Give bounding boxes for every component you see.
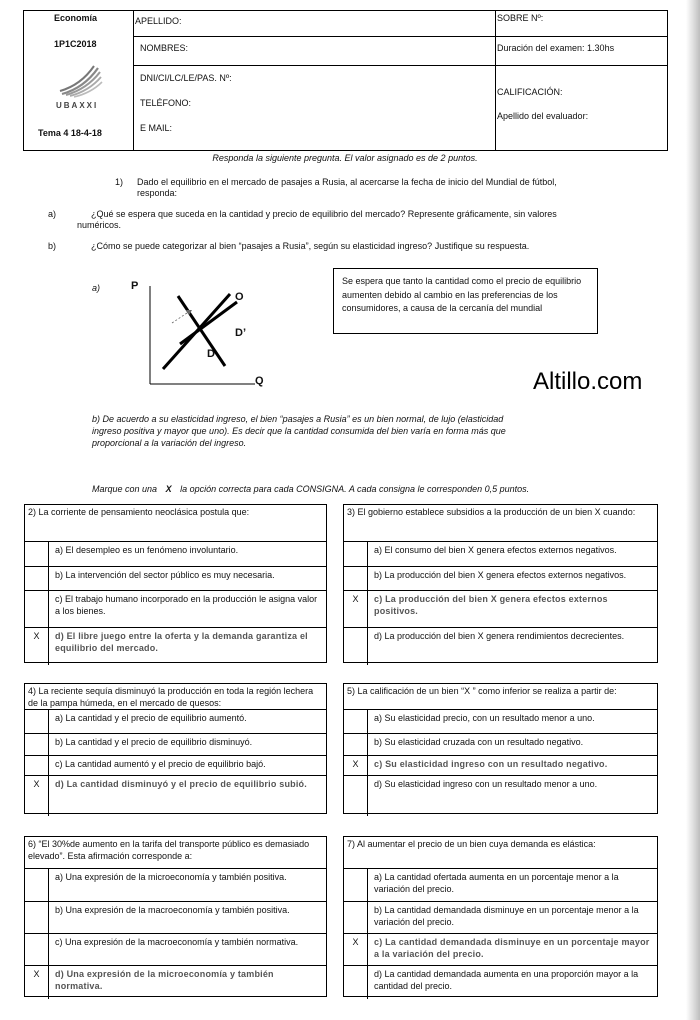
- option-mark-cell[interactable]: [344, 776, 368, 816]
- header-divider: [133, 11, 134, 150]
- option-mark-cell[interactable]: X: [344, 756, 368, 776]
- option-text: d) La cantidad disminuyó y el precio de equilibrio subió.: [55, 779, 307, 789]
- question-title: 7) Al aumentar el precio de un bien cuya demanda es elástica:: [347, 839, 596, 849]
- option-mark-cell[interactable]: X: [25, 966, 49, 999]
- sobre-field[interactable]: SOBRE Nº:: [497, 13, 544, 23]
- evaluador-field[interactable]: Apellido del evaluador:: [497, 111, 589, 121]
- calificacion-field[interactable]: CALIFICACIÓN:: [497, 87, 563, 97]
- instruction-q1: Responda la siguiente pregunta. El valor asignado es de 2 puntos.: [212, 153, 478, 163]
- option-row[interactable]: [25, 733, 326, 756]
- option-text: d) La producción del bien X genera rendimientos decrecientes.: [374, 631, 625, 641]
- option-row[interactable]: [25, 709, 326, 734]
- subject-label: Economía: [54, 13, 98, 23]
- answer-b-line: ingreso positiva y mayor que uno). Es decir que la cantidad consumida del bien varía en forma más que: [92, 426, 506, 436]
- option-row[interactable]: [344, 965, 657, 999]
- supply-demand-graph: [125, 276, 275, 396]
- option-mark-cell[interactable]: [25, 934, 49, 966]
- option-text: c) La producción del bien X genera efectos externos positivos.: [374, 594, 608, 616]
- option-mark-cell[interactable]: [344, 966, 368, 999]
- header-divider: [495, 11, 496, 150]
- q1a-text-cont: numéricos.: [77, 220, 122, 230]
- option-mark-cell[interactable]: [344, 542, 368, 567]
- option-mark-cell[interactable]: X: [25, 776, 49, 816]
- option-row[interactable]: [344, 755, 657, 776]
- option-mark-cell[interactable]: X: [25, 628, 49, 665]
- answer-b-line: proporcional a la variación del ingreso.: [92, 438, 247, 448]
- option-row[interactable]: [344, 566, 657, 591]
- option-text: b) Una expresión de la macroeconomía y también positiva.: [55, 905, 290, 915]
- option-text: c) La cantidad aumentó y el precio de equilibrio bajó.: [55, 759, 266, 769]
- q1a-label: a): [48, 209, 57, 219]
- question-title: 6) “El 30%de aumento en la tarifa del transporte público es demasiado elevado”. Esta afirmación corresponde a:: [28, 839, 310, 861]
- instruction-mc: [92, 484, 529, 495]
- option-row[interactable]: [25, 901, 326, 934]
- option-text: b) La intervención del sector público es muy necesaria.: [55, 570, 275, 580]
- option-text: a) Una expresión de la microeconomía y también positiva.: [55, 872, 287, 882]
- question-title: 3) El gobierno establece subsidios a la producción de un bien X cuando:: [347, 507, 636, 517]
- option-mark-cell[interactable]: [344, 902, 368, 934]
- option-mark-cell[interactable]: [344, 869, 368, 902]
- option-mark-cell[interactable]: [25, 567, 49, 591]
- q1-text-cont: responda:: [137, 188, 178, 198]
- option-row[interactable]: [25, 755, 326, 776]
- option-row[interactable]: [25, 590, 326, 628]
- option-text: c) El trabajo humano incorporado en la producción le asigna valor a los bienes.: [55, 594, 318, 616]
- option-mark-cell[interactable]: [344, 734, 368, 756]
- option-text: d) Una expresión de la microeconomía y también normativa.: [55, 969, 274, 991]
- instruction-mc-x: X: [165, 484, 172, 494]
- option-mark-cell[interactable]: [25, 591, 49, 628]
- option-row[interactable]: [344, 627, 657, 665]
- option-row[interactable]: [344, 901, 657, 934]
- option-text: d) El libre juego entre la oferta y la demanda garantiza el equilibrio del mercado.: [55, 631, 308, 653]
- answer-b-line: b) De acuerdo a su elasticidad ingreso, el bien “pasajes a Rusia” es un bien normal, de lujo (elasticidad: [92, 414, 504, 424]
- option-text: c) Su elasticidad ingreso con un resultado negativo.: [374, 759, 608, 769]
- header-divider: [133, 65, 667, 66]
- q-axis-label: Q: [255, 375, 264, 387]
- demand-shifted-curve: [180, 302, 237, 344]
- option-mark-cell[interactable]: X: [344, 934, 368, 966]
- option-mark-cell[interactable]: [344, 628, 368, 665]
- question-table: [24, 683, 327, 814]
- q1a-text: ¿Qué se espera que suceda en la cantidad y precio de equilibrio del mercado? Represente gráficamente, sin valores: [91, 209, 557, 219]
- instruction-mc-post: la opción correcta para cada CONSIGNA. A cada consigna le corresponden 0,5 puntos.: [180, 484, 530, 494]
- d-curve-label: D: [207, 348, 215, 360]
- option-text: c) La cantidad demandada disminuye en un porcentaje mayor a la variación del precio.: [374, 937, 650, 959]
- option-text: a) La cantidad y el precio de equilibrio aumentó.: [55, 713, 247, 723]
- option-text: c) Una expresión de la macroeconomía y también normativa.: [55, 937, 299, 947]
- option-text: b) Su elasticidad cruzada con un resultado negativo.: [374, 737, 584, 747]
- duracion-label: Duración del examen: 1.30hs: [497, 43, 615, 53]
- option-text: a) La cantidad ofertada aumenta en un porcentaje menor a la variación del precio.: [374, 872, 619, 894]
- option-row[interactable]: [344, 775, 657, 816]
- p-axis-label: P: [131, 280, 139, 292]
- course-code: 1P1C2018: [54, 39, 97, 49]
- exam-header: [23, 10, 668, 151]
- option-text: a) El desempleo es un fenómeno involuntario.: [55, 545, 239, 555]
- option-row[interactable]: [25, 965, 326, 999]
- option-mark-cell[interactable]: [344, 710, 368, 734]
- option-row[interactable]: [25, 541, 326, 567]
- option-row[interactable]: [344, 709, 657, 734]
- option-text: b) La cantidad y el precio de equilibrio disminuyó.: [55, 737, 253, 747]
- option-mark-cell[interactable]: [25, 902, 49, 934]
- question-table: [343, 504, 658, 663]
- option-mark-cell[interactable]: [344, 567, 368, 591]
- option-row[interactable]: [25, 933, 326, 966]
- option-row[interactable]: [344, 868, 657, 902]
- apellido-field[interactable]: APELLIDO:: [135, 16, 182, 26]
- question-table: [343, 683, 658, 814]
- question-title: 5) La calificación de un bien “X ” como inferior se realiza a partir de:: [347, 686, 617, 696]
- option-row[interactable]: [25, 868, 326, 902]
- header-divider: [133, 36, 667, 37]
- option-row[interactable]: [344, 733, 657, 756]
- question-title: 4) La reciente sequía disminuyó la producción en toda la región lechera de la pampa húmeda, en el mercado de quesos:: [28, 686, 314, 708]
- watermark-text: Altillo.com: [533, 368, 643, 395]
- question-table: [343, 836, 658, 997]
- option-row[interactable]: [344, 590, 657, 628]
- option-row[interactable]: [25, 627, 326, 665]
- option-text: d) Su elasticidad ingreso con un resultado menor a uno.: [374, 779, 598, 789]
- q1-text: Dado el equilibrio en el mercado de pasajes a Rusia, al acercarse la fecha de inicio del Mundial de fútbol,: [137, 177, 557, 187]
- logo-text: UBAXXI: [56, 101, 99, 110]
- shift-arrow: [172, 311, 190, 323]
- q1-number: 1): [115, 177, 124, 187]
- option-text: b) La producción del bien X genera efectos externos negativos.: [374, 570, 627, 580]
- q1b-text: ¿Cómo se puede categorizar al bien “pasajes a Rusia”, según su elasticidad ingreso? Justifique su respuesta.: [91, 241, 530, 251]
- answer-a-box: Se espera que tanto la cantidad como el precio de equilibrio aumenten debido al cambio en las preferencias de los consumidores, a causa de la cercanía del mundial: [333, 268, 598, 334]
- option-mark-cell[interactable]: [25, 734, 49, 756]
- option-text: a) Su elasticidad precio, con un resultado menor a uno.: [374, 713, 595, 723]
- graph-part-label: a): [92, 283, 101, 293]
- tema-label: Tema 4 18-4-18: [38, 128, 102, 138]
- ubaxxi-logo-icon: [54, 64, 104, 100]
- o-curve-label: O: [235, 291, 244, 303]
- nombres-field[interactable]: NOMBRES:: [140, 43, 189, 53]
- question-title: 2) La corriente de pensamiento neoclásica postula que:: [28, 507, 250, 517]
- instruction-mc-pre: Marque con una: [92, 484, 158, 494]
- option-text: b) La cantidad demandada disminuye en un porcentaje menor a la variación del precio.: [374, 905, 639, 927]
- option-mark-cell[interactable]: X: [344, 591, 368, 628]
- option-mark-cell[interactable]: [25, 756, 49, 776]
- d-prime-curve-label: D’: [235, 327, 246, 339]
- question-table: [24, 836, 327, 997]
- telefono-field[interactable]: TELÉFONO:: [140, 98, 192, 108]
- question-table: [24, 504, 327, 663]
- option-mark-cell[interactable]: [25, 710, 49, 734]
- option-row[interactable]: [25, 566, 326, 591]
- option-text: d) La cantidad demandada aumenta en una proporción mayor a la cantidad del precio.: [374, 969, 639, 991]
- option-text: a) El consumo del bien X genera efectos externos negativos.: [374, 545, 617, 555]
- q1b-label: b): [48, 241, 57, 251]
- option-row[interactable]: [344, 541, 657, 567]
- option-row[interactable]: [344, 933, 657, 966]
- option-mark-cell[interactable]: [25, 869, 49, 902]
- option-row[interactable]: [25, 775, 326, 816]
- dni-field[interactable]: DNI/CI/LC/LE/PAS. Nº:: [140, 73, 232, 83]
- option-mark-cell[interactable]: [25, 542, 49, 567]
- email-field[interactable]: E MAIL:: [140, 123, 173, 133]
